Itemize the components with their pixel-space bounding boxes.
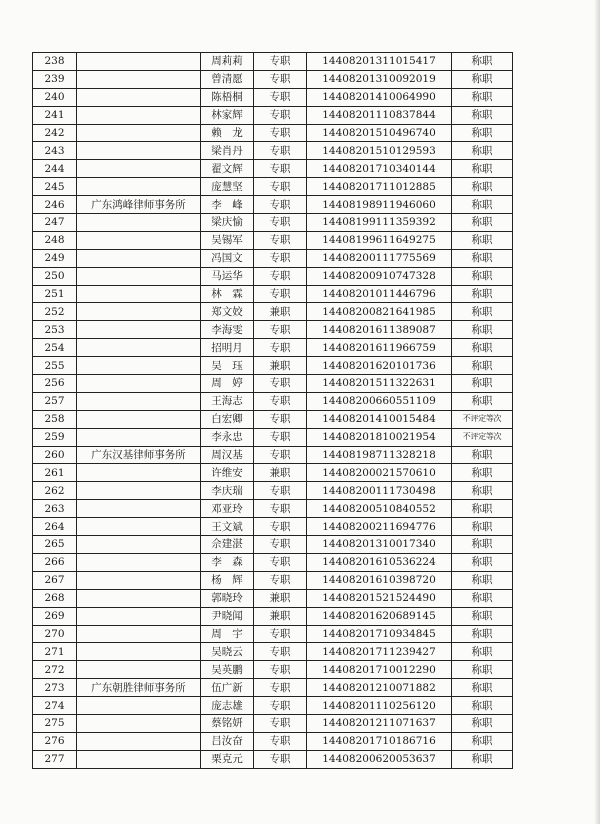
table-row [33,482,513,500]
employment-type-cell: 专职 [254,214,307,232]
assessment-result-cell: 称职 [452,303,513,321]
law-firm-cell [77,607,201,625]
license-number-cell: 14408201710934845 [307,625,452,643]
row-number-cell: 261 [33,464,77,482]
row-number-cell: 267 [33,571,77,589]
law-firm-cell [77,53,201,71]
license-number-cell: 14408199611649275 [307,231,452,249]
table-row [33,124,513,142]
license-number-cell: 14408201110256120 [307,697,452,715]
lawyer-name-cell: 李 森 [201,553,254,571]
row-number-cell: 238 [33,53,77,71]
row-number-cell: 241 [33,106,77,124]
employment-type-cell: 专职 [254,428,307,446]
law-firm-cell: 广东汉基律师事务所 [77,446,201,464]
license-number-cell: 14408201510496740 [307,124,452,142]
assessment-result-cell: 称职 [452,160,513,178]
row-number-cell: 260 [33,446,77,464]
table-row [33,267,513,285]
row-number-cell: 243 [33,142,77,160]
law-firm-cell [77,697,201,715]
employment-type-cell: 专职 [254,285,307,303]
row-number-cell: 266 [33,553,77,571]
lawyer-name-cell: 郭晓玲 [201,589,254,607]
employment-type-cell: 专职 [254,697,307,715]
row-number-cell: 277 [33,750,77,768]
table-row [33,714,513,732]
assessment-result-cell: 称职 [452,500,513,518]
license-number-cell: 14408201711012885 [307,178,452,196]
assessment-result-cell: 称职 [452,750,513,768]
assessment-result-cell: 称职 [452,714,513,732]
table-row [33,357,513,375]
table-row [33,500,513,518]
assessment-result-cell: 称职 [452,643,513,661]
employment-type-cell: 专职 [254,536,307,554]
employment-type-cell: 兼职 [254,464,307,482]
table-row [33,285,513,303]
assessment-result-cell: 称职 [452,607,513,625]
table-row [33,142,513,160]
lawyer-name-cell: 招明月 [201,339,254,357]
table-row [33,178,513,196]
lawyer-name-cell: 蔡铭妍 [201,714,254,732]
employment-type-cell: 专职 [254,142,307,160]
assessment-result-cell: 称职 [452,231,513,249]
law-firm-cell [77,249,201,267]
row-number-cell: 256 [33,375,77,393]
assessment-result-cell: 称职 [452,142,513,160]
assessment-result-cell: 称职 [452,70,513,88]
law-firm-cell [77,303,201,321]
assessment-result-cell: 称职 [452,88,513,106]
law-firm-cell [77,464,201,482]
license-number-cell: 14408201711239427 [307,643,452,661]
lawyer-name-cell: 白宏卿 [201,410,254,428]
table-row [33,249,513,267]
law-firm-cell [77,160,201,178]
law-firm-cell [77,357,201,375]
lawyer-name-cell: 佘建湛 [201,536,254,554]
law-firm-cell [77,410,201,428]
assessment-result-cell: 称职 [452,536,513,554]
row-number-cell: 249 [33,249,77,267]
lawyer-name-cell: 李海雯 [201,321,254,339]
lawyer-name-cell: 陈梧桐 [201,88,254,106]
row-number-cell: 264 [33,518,77,536]
license-number-cell: 14408199111359392 [307,214,452,232]
lawyer-name-cell: 吴英鹏 [201,661,254,679]
law-firm-cell [77,643,201,661]
law-firm-cell [77,392,201,410]
table-row [33,339,513,357]
row-number-cell: 248 [33,231,77,249]
table-row [33,106,513,124]
license-number-cell: 14408201310017340 [307,536,452,554]
employment-type-cell: 专职 [254,446,307,464]
lawyer-name-cell: 王文斌 [201,518,254,536]
law-firm-cell [77,589,201,607]
employment-type-cell: 专职 [254,249,307,267]
assessment-result-cell: 称职 [452,589,513,607]
table-row [33,697,513,715]
law-firm-cell [77,625,201,643]
row-number-cell: 272 [33,661,77,679]
assessment-result-cell: 称职 [452,482,513,500]
lawyer-name-cell: 周 婷 [201,375,254,393]
license-number-cell: 14408200821641985 [307,303,452,321]
table-row [33,53,513,71]
license-number-cell: 14408201210071882 [307,679,452,697]
law-firm-cell [77,124,201,142]
row-number-cell: 273 [33,679,77,697]
license-number-cell: 14408201611389087 [307,321,452,339]
license-number-cell: 14408200021570610 [307,464,452,482]
table-row [33,70,513,88]
law-firm-cell [77,321,201,339]
employment-type-cell: 专职 [254,500,307,518]
assessment-result-cell: 称职 [452,321,513,339]
assessment-result-cell: 称职 [452,661,513,679]
assessment-result-cell: 称职 [452,625,513,643]
employment-type-cell: 专职 [254,750,307,768]
assessment-result-cell: 称职 [452,124,513,142]
row-number-cell: 269 [33,607,77,625]
table-row [33,553,513,571]
employment-type-cell: 专职 [254,321,307,339]
employment-type-cell: 专职 [254,375,307,393]
table-row [33,446,513,464]
employment-type-cell: 专职 [254,714,307,732]
license-number-cell: 14408201410015484 [307,410,452,428]
employment-type-cell: 专职 [254,571,307,589]
assessment-result-cell: 不评定等次 [452,410,513,428]
license-number-cell: 14408201620689145 [307,607,452,625]
lawyer-name-cell: 翟文辉 [201,160,254,178]
law-firm-cell: 广东朝胜律师事务所 [77,679,201,697]
law-firm-cell [77,732,201,750]
law-firm-cell [77,231,201,249]
law-firm-cell [77,661,201,679]
employment-type-cell: 兼职 [254,357,307,375]
row-number-cell: 271 [33,643,77,661]
row-number-cell: 242 [33,124,77,142]
license-number-cell: 14408201710012290 [307,661,452,679]
assessment-result-cell: 称职 [452,285,513,303]
table-row [33,160,513,178]
employment-type-cell: 专职 [254,267,307,285]
law-firm-cell [77,214,201,232]
assessment-result-cell: 称职 [452,357,513,375]
row-number-cell: 262 [33,482,77,500]
row-number-cell: 245 [33,178,77,196]
assessment-result-cell: 称职 [452,464,513,482]
lawyer-name-cell: 曾清愿 [201,70,254,88]
employment-type-cell: 专职 [254,106,307,124]
assessment-result-cell: 称职 [452,446,513,464]
row-number-cell: 240 [33,88,77,106]
assessment-result-cell: 称职 [452,571,513,589]
employment-type-cell: 专职 [254,625,307,643]
law-firm-cell [77,106,201,124]
lawyer-name-cell: 李 峰 [201,196,254,214]
lawyer-name-cell: 李庆瑞 [201,482,254,500]
table-row [33,214,513,232]
license-number-cell: 14408201710340144 [307,160,452,178]
table-row [33,392,513,410]
law-firm-cell [77,571,201,589]
table-row [33,643,513,661]
lawyer-name-cell: 周 宇 [201,625,254,643]
row-number-cell: 252 [33,303,77,321]
employment-type-cell: 专职 [254,124,307,142]
lawyer-name-cell: 梁庆愉 [201,214,254,232]
table-row [33,464,513,482]
table-row [33,428,513,446]
license-number-cell: 14408200211694776 [307,518,452,536]
table-row [33,518,513,536]
license-number-cell: 14408201310092019 [307,70,452,88]
employment-type-cell: 专职 [254,553,307,571]
license-number-cell: 14408200111730498 [307,482,452,500]
employment-type-cell: 专职 [254,160,307,178]
table-row [33,679,513,697]
assessment-result-cell: 称职 [452,553,513,571]
lawyer-name-cell: 庞志雄 [201,697,254,715]
employment-type-cell: 专职 [254,178,307,196]
row-number-cell: 276 [33,732,77,750]
license-number-cell: 14408201620101736 [307,357,452,375]
license-number-cell: 14408200111775569 [307,249,452,267]
lawyer-name-cell: 邓亚玲 [201,500,254,518]
assessment-result-cell: 称职 [452,679,513,697]
law-firm-cell [77,482,201,500]
assessment-result-cell: 称职 [452,518,513,536]
law-firm-cell [77,518,201,536]
law-firm-cell [77,536,201,554]
employment-type-cell: 专职 [254,88,307,106]
law-firm-cell [77,375,201,393]
license-number-cell: 14408201611966759 [307,339,452,357]
assessment-result-cell: 称职 [452,53,513,71]
assessment-result-cell: 称职 [452,267,513,285]
law-firm-cell [77,142,201,160]
row-number-cell: 253 [33,321,77,339]
lawyer-name-cell: 李永忠 [201,428,254,446]
employment-type-cell: 专职 [254,410,307,428]
law-firm-cell [77,500,201,518]
lawyer-name-cell: 杨 辉 [201,571,254,589]
license-number-cell: 14408201011446796 [307,285,452,303]
law-firm-cell [77,750,201,768]
assessment-result-cell: 称职 [452,697,513,715]
lawyer-name-cell: 伍广新 [201,679,254,697]
table-row [33,231,513,249]
assessment-result-cell: 称职 [452,106,513,124]
table-row [33,321,513,339]
table-body [33,53,513,769]
row-number-cell: 275 [33,714,77,732]
employment-type-cell: 专职 [254,231,307,249]
row-number-cell: 251 [33,285,77,303]
row-number-cell: 270 [33,625,77,643]
assessment-result-cell: 称职 [452,178,513,196]
lawyer-name-cell: 马运华 [201,267,254,285]
employment-type-cell: 专职 [254,643,307,661]
assessment-result-cell: 称职 [452,732,513,750]
law-firm-cell [77,267,201,285]
license-number-cell: 14408201610536224 [307,553,452,571]
license-number-cell: 14408200910747328 [307,267,452,285]
row-number-cell: 265 [33,536,77,554]
license-number-cell: 14408201311015417 [307,53,452,71]
row-number-cell: 255 [33,357,77,375]
employment-type-cell: 专职 [254,196,307,214]
lawyer-name-cell: 周汉基 [201,446,254,464]
law-firm-cell [77,285,201,303]
employment-type-cell: 专职 [254,661,307,679]
row-number-cell: 247 [33,214,77,232]
lawyer-name-cell: 栗克元 [201,750,254,768]
lawyer-name-cell: 林家辉 [201,106,254,124]
table-row [33,375,513,393]
employment-type-cell: 专职 [254,392,307,410]
license-number-cell: 14408201410064990 [307,88,452,106]
assessment-result-cell: 称职 [452,249,513,267]
scan-shadow-edge [594,0,600,824]
employment-type-cell: 专职 [254,482,307,500]
lawyer-assessment-table [32,52,513,769]
employment-type-cell: 专职 [254,53,307,71]
license-number-cell: 14408198711328218 [307,446,452,464]
lawyer-name-cell: 赖 龙 [201,124,254,142]
license-number-cell: 14408200660551109 [307,392,452,410]
license-number-cell: 14408201610398720 [307,571,452,589]
row-number-cell: 274 [33,697,77,715]
row-number-cell: 250 [33,267,77,285]
law-firm-cell [77,88,201,106]
assessment-result-cell: 称职 [452,339,513,357]
license-number-cell: 14408201110837844 [307,106,452,124]
license-number-cell: 14408200620053637 [307,750,452,768]
table-row [33,661,513,679]
lawyer-name-cell: 郑文姣 [201,303,254,321]
table-row [33,607,513,625]
law-firm-cell [77,178,201,196]
row-number-cell: 263 [33,500,77,518]
license-number-cell: 14408201710186716 [307,732,452,750]
lawyer-name-cell: 林 霖 [201,285,254,303]
law-firm-cell: 广东鸿峰律师事务所 [77,196,201,214]
license-number-cell: 14408200510840552 [307,500,452,518]
lawyer-name-cell: 尹晓闻 [201,607,254,625]
assessment-result-cell: 称职 [452,214,513,232]
row-number-cell: 258 [33,410,77,428]
assessment-result-cell: 不评定等次 [452,428,513,446]
license-number-cell: 14408201510129593 [307,142,452,160]
license-number-cell: 14408201810021954 [307,428,452,446]
employment-type-cell: 专职 [254,732,307,750]
table-row [33,536,513,554]
license-number-cell: 14408201211071637 [307,714,452,732]
law-firm-cell [77,553,201,571]
table-row [33,750,513,768]
table-row [33,571,513,589]
row-number-cell: 246 [33,196,77,214]
lawyer-name-cell: 许维安 [201,464,254,482]
assessment-result-cell: 称职 [452,375,513,393]
lawyer-name-cell: 吴晓云 [201,643,254,661]
license-number-cell: 14408201511322631 [307,375,452,393]
employment-type-cell: 兼职 [254,589,307,607]
table-row [33,410,513,428]
employment-type-cell: 兼职 [254,607,307,625]
employment-type-cell: 专职 [254,339,307,357]
lawyer-name-cell: 吴锡军 [201,231,254,249]
employment-type-cell: 专职 [254,679,307,697]
assessment-result-cell: 称职 [452,196,513,214]
row-number-cell: 254 [33,339,77,357]
license-number-cell: 14408201521524490 [307,589,452,607]
employment-type-cell: 专职 [254,518,307,536]
lawyer-name-cell: 吴 珏 [201,357,254,375]
lawyer-name-cell: 庞慧坚 [201,178,254,196]
table-row [33,625,513,643]
row-number-cell: 259 [33,428,77,446]
assessment-result-cell: 称职 [452,392,513,410]
table-row [33,88,513,106]
table-row [33,732,513,750]
employment-type-cell: 专职 [254,70,307,88]
row-number-cell: 239 [33,70,77,88]
row-number-cell: 257 [33,392,77,410]
row-number-cell: 268 [33,589,77,607]
law-firm-cell [77,428,201,446]
lawyer-name-cell: 吕汝奋 [201,732,254,750]
table-row [33,196,513,214]
law-firm-cell [77,339,201,357]
license-number-cell: 14408198911946060 [307,196,452,214]
lawyer-name-cell: 王海志 [201,392,254,410]
table-row [33,303,513,321]
lawyer-name-cell: 梁肖丹 [201,142,254,160]
row-number-cell: 244 [33,160,77,178]
lawyer-name-cell: 冯国文 [201,249,254,267]
employment-type-cell: 兼职 [254,303,307,321]
law-firm-cell [77,70,201,88]
law-firm-cell [77,714,201,732]
table-row [33,589,513,607]
lawyer-name-cell: 周莉莉 [201,53,254,71]
